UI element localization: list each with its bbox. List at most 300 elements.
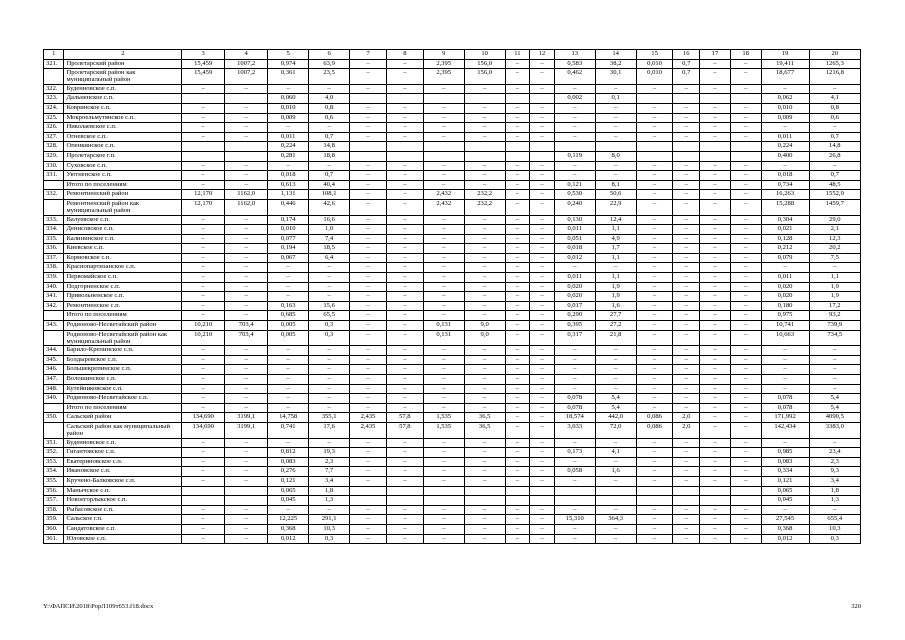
table-row [44, 123, 861, 133]
value-cell: – [268, 438, 309, 448]
value-cell: 2,395 [423, 69, 464, 85]
value-cell: 0,018 [761, 171, 809, 181]
value-cell: 4,0 [309, 94, 350, 104]
value-cell: – [730, 515, 761, 525]
value-cell: – [464, 263, 505, 273]
value-cell: – [505, 190, 530, 200]
value-cell: – [182, 113, 225, 123]
value-cell: 57,8 [386, 413, 423, 423]
municipality-name-cell: Волошинское с.п. [64, 375, 182, 385]
value-cell: 0,078 [554, 394, 595, 404]
value-cell [464, 486, 505, 496]
table-row [44, 438, 861, 448]
value-cell: – [636, 244, 673, 254]
value-cell: – [350, 253, 387, 263]
value-cell [225, 486, 268, 496]
value-cell: – [268, 282, 309, 292]
value-cell: – [182, 384, 225, 394]
value-cell: – [530, 301, 555, 311]
value-cell: – [386, 69, 423, 85]
table-row [44, 515, 861, 525]
value-cell: 9,0 [464, 321, 505, 331]
value-cell: – [636, 282, 673, 292]
value-cell: – [464, 524, 505, 534]
value-cell: – [423, 84, 464, 94]
value-cell: – [386, 234, 423, 244]
value-cell: – [505, 505, 530, 515]
value-cell: – [530, 457, 555, 467]
value-cell: 0,010 [268, 225, 309, 235]
value-cell: 0,009 [268, 113, 309, 123]
column-number-cell: 7 [350, 50, 387, 60]
value-cell [595, 496, 636, 506]
value-cell [730, 94, 761, 104]
value-cell: – [386, 365, 423, 375]
municipality-name-cell: Сандатовское с.п. [64, 524, 182, 534]
table-row [44, 263, 861, 273]
value-cell [386, 486, 423, 496]
value-cell: – [530, 171, 555, 181]
value-cell: – [505, 171, 530, 181]
value-cell: 0,128 [761, 234, 809, 244]
value-cell: – [386, 534, 423, 544]
table-row [44, 199, 861, 215]
value-cell: – [595, 375, 636, 385]
value-cell: 0,7 [673, 69, 700, 85]
value-cell: 1,9 [595, 282, 636, 292]
value-cell: – [505, 524, 530, 534]
value-cell: – [530, 123, 555, 133]
value-cell: – [530, 355, 555, 365]
value-cell: – [268, 161, 309, 171]
value-cell: 15,459 [182, 69, 225, 85]
value-cell [554, 496, 595, 506]
value-cell: – [423, 457, 464, 467]
value-cell: – [761, 123, 809, 133]
value-cell: 0,017 [554, 301, 595, 311]
value-cell: 23,4 [809, 448, 860, 458]
value-cell: – [700, 59, 731, 69]
value-cell: 15,6 [309, 301, 350, 311]
value-cell: – [730, 330, 761, 346]
value-cell: – [530, 273, 555, 283]
municipality-name-cell: Родионово-Несветайский район [64, 321, 182, 331]
value-cell: 5,4 [809, 403, 860, 413]
value-cell: – [530, 263, 555, 273]
value-cell: – [700, 132, 731, 142]
value-cell: – [386, 321, 423, 331]
value-cell: – [505, 132, 530, 142]
table-row [44, 375, 861, 385]
value-cell: – [761, 365, 809, 375]
value-cell: 1007,2 [225, 69, 268, 85]
value-cell: – [636, 199, 673, 215]
value-cell: – [505, 476, 530, 486]
value-cell: – [182, 524, 225, 534]
row-number-cell: 338. [44, 263, 64, 273]
value-cell: – [673, 346, 700, 356]
value-cell: – [673, 263, 700, 273]
value-cell: – [386, 132, 423, 142]
value-cell: – [350, 301, 387, 311]
value-cell: – [595, 132, 636, 142]
table-row [44, 311, 861, 321]
municipality-name-cell: Киевское с.п. [64, 244, 182, 254]
value-cell: 734,5 [809, 330, 860, 346]
value-cell: – [268, 365, 309, 375]
column-number-cell: 14 [595, 50, 636, 60]
value-cell: – [423, 180, 464, 190]
value-cell: – [423, 394, 464, 404]
value-cell: 40,4 [309, 180, 350, 190]
municipality-name-cell: Первомайское с.п. [64, 273, 182, 283]
value-cell: – [423, 103, 464, 113]
value-cell: – [530, 438, 555, 448]
value-cell: 142,434 [761, 422, 809, 438]
value-cell: 0,240 [554, 199, 595, 215]
value-cell [464, 151, 505, 161]
value-cell [225, 496, 268, 506]
value-cell: – [730, 161, 761, 171]
value-cell: – [730, 225, 761, 235]
municipality-name-cell: Ремонтненский район как муниципальный район [64, 199, 182, 215]
value-cell: – [636, 171, 673, 181]
value-cell: – [595, 346, 636, 356]
value-cell: – [464, 132, 505, 142]
column-number-cell: 1 [44, 50, 64, 60]
value-cell: – [423, 311, 464, 321]
value-cell: – [673, 384, 700, 394]
value-cell: – [700, 413, 731, 423]
value-cell: – [700, 524, 731, 534]
value-cell: – [423, 292, 464, 302]
table-row [44, 282, 861, 292]
value-cell: – [182, 234, 225, 244]
municipality-name-cell: Ремонтненское с.п. [64, 301, 182, 311]
value-cell: 10,663 [761, 330, 809, 346]
value-cell [350, 496, 387, 506]
value-cell: 0,121 [268, 476, 309, 486]
value-cell: – [464, 346, 505, 356]
value-cell: – [809, 84, 860, 94]
value-cell: – [423, 253, 464, 263]
municipality-name-cell: Болдыревское с.п. [64, 355, 182, 365]
value-cell: – [595, 534, 636, 544]
value-cell: – [386, 199, 423, 215]
value-cell: – [530, 321, 555, 331]
value-cell: – [423, 448, 464, 458]
value-cell: – [636, 346, 673, 356]
value-cell: – [505, 534, 530, 544]
value-cell: – [730, 457, 761, 467]
value-cell: – [182, 132, 225, 142]
value-cell: – [554, 132, 595, 142]
value-cell: 1,1 [595, 273, 636, 283]
value-cell: 18,574 [554, 413, 595, 423]
value-cell: – [350, 69, 387, 85]
municipality-name-cell: Огневское с.п. [64, 132, 182, 142]
municipality-name-cell: Краснопартизанское с.п. [64, 263, 182, 273]
municipality-name-cell: Привольненское с.п. [64, 292, 182, 302]
value-cell: – [530, 375, 555, 385]
value-cell: 0,065 [761, 486, 809, 496]
value-cell: – [730, 199, 761, 215]
value-cell: – [761, 161, 809, 171]
value-cell: – [700, 321, 731, 331]
value-cell [182, 486, 225, 496]
value-cell: 0,011 [554, 273, 595, 283]
value-cell: – [464, 457, 505, 467]
value-cell: – [464, 515, 505, 525]
value-cell [350, 486, 387, 496]
value-cell [730, 496, 761, 506]
value-cell: – [636, 515, 673, 525]
table-row [44, 476, 861, 486]
value-cell: – [464, 403, 505, 413]
value-cell: – [636, 330, 673, 346]
value-cell: – [700, 534, 731, 544]
value-cell: – [464, 215, 505, 225]
value-cell: 8,0 [595, 151, 636, 161]
row-number-cell: 328. [44, 142, 64, 152]
value-cell: – [673, 534, 700, 544]
value-cell: – [530, 190, 555, 200]
value-cell: – [350, 215, 387, 225]
value-cell: – [505, 413, 530, 423]
value-cell: – [673, 180, 700, 190]
value-cell: – [309, 438, 350, 448]
value-cell: – [673, 190, 700, 200]
value-cell: – [268, 505, 309, 515]
value-cell [730, 142, 761, 152]
value-cell: 0,010 [761, 103, 809, 113]
table-row [44, 486, 861, 496]
value-cell: – [182, 365, 225, 375]
municipality-name-cell: Родионово-Несветайское с.п. [64, 394, 182, 404]
value-cell: – [673, 394, 700, 404]
value-cell: 0,163 [268, 301, 309, 311]
value-cell: – [423, 234, 464, 244]
value-cell: – [386, 505, 423, 515]
value-cell: – [595, 113, 636, 123]
municipality-name-cell: Кормовское с.п. [64, 253, 182, 263]
value-cell: – [673, 215, 700, 225]
value-cell: – [386, 180, 423, 190]
value-cell [423, 142, 464, 152]
value-cell: – [761, 263, 809, 273]
column-number-cell: 11 [505, 50, 530, 60]
column-number-cell: 19 [761, 50, 809, 60]
column-number-cell: 13 [554, 50, 595, 60]
value-cell: – [730, 171, 761, 181]
value-cell: 9,0 [464, 330, 505, 346]
value-cell: – [761, 375, 809, 385]
value-cell [423, 496, 464, 506]
value-cell [730, 486, 761, 496]
value-cell [554, 142, 595, 152]
value-cell: – [182, 84, 225, 94]
value-cell: – [505, 59, 530, 69]
row-number-cell [44, 403, 64, 413]
value-cell: – [182, 253, 225, 263]
value-cell: – [530, 403, 555, 413]
value-cell: – [423, 355, 464, 365]
municipality-name-cell: Валуевское с.п. [64, 215, 182, 225]
value-cell: 27,7 [595, 311, 636, 321]
value-cell: – [505, 253, 530, 263]
value-cell: – [554, 113, 595, 123]
value-cell: 3199,1 [225, 413, 268, 423]
value-cell: – [225, 244, 268, 254]
value-cell: – [700, 355, 731, 365]
value-cell: – [423, 375, 464, 385]
value-cell: – [182, 448, 225, 458]
table-row [44, 234, 861, 244]
value-cell: 0,077 [268, 234, 309, 244]
value-cell: – [309, 282, 350, 292]
municipality-name-cell: Ковринское с.п. [64, 103, 182, 113]
value-cell: – [464, 505, 505, 515]
value-cell: 0,051 [554, 234, 595, 244]
row-number-cell: 351. [44, 438, 64, 448]
value-cell: – [700, 199, 731, 215]
value-cell: 0,6 [309, 113, 350, 123]
value-cell: – [530, 59, 555, 69]
value-cell: 0,012 [554, 253, 595, 263]
value-cell: 17,6 [309, 422, 350, 438]
value-cell: – [505, 84, 530, 94]
table-row [44, 534, 861, 544]
value-cell: – [182, 355, 225, 365]
value-cell: – [423, 273, 464, 283]
value-cell: 0,446 [268, 199, 309, 215]
value-cell: – [225, 123, 268, 133]
value-cell: 0,7 [309, 132, 350, 142]
municipality-name-cell: Кручено-Балковское с.п. [64, 476, 182, 486]
value-cell: 7,7 [309, 467, 350, 477]
value-cell: – [636, 84, 673, 94]
value-cell: – [636, 448, 673, 458]
value-cell: – [268, 346, 309, 356]
value-cell: 0,583 [554, 59, 595, 69]
value-cell: – [673, 505, 700, 515]
row-number-cell [44, 180, 64, 190]
value-cell: – [530, 225, 555, 235]
value-cell: 0,011 [554, 225, 595, 235]
municipality-name-cell: Итого по поселениям [64, 403, 182, 413]
value-cell: – [595, 438, 636, 448]
value-cell: 63,9 [309, 59, 350, 69]
value-cell: – [700, 515, 731, 525]
value-cell: 57,8 [386, 422, 423, 438]
value-cell: – [530, 292, 555, 302]
value-cell [423, 151, 464, 161]
table-row [44, 394, 861, 404]
value-cell: 703,4 [225, 321, 268, 331]
row-number-cell: 350. [44, 413, 64, 423]
value-cell: – [350, 311, 387, 321]
value-cell: – [182, 123, 225, 133]
value-cell: – [530, 103, 555, 113]
value-cell: 232,2 [464, 199, 505, 215]
value-cell: – [268, 273, 309, 283]
value-cell: – [730, 84, 761, 94]
value-cell: – [636, 467, 673, 477]
value-cell: 19,3 [309, 448, 350, 458]
value-cell: 1,6 [595, 301, 636, 311]
value-cell: – [700, 113, 731, 123]
value-cell: 18,5 [309, 244, 350, 254]
value-cell: – [730, 190, 761, 200]
table-row [44, 496, 861, 506]
value-cell: – [530, 384, 555, 394]
value-cell: – [386, 103, 423, 113]
value-cell: – [636, 384, 673, 394]
value-cell: – [700, 282, 731, 292]
value-cell [673, 151, 700, 161]
value-cell: – [464, 301, 505, 311]
value-cell: 1,131 [268, 190, 309, 200]
value-cell: – [505, 103, 530, 113]
municipality-name-cell: Буденновское с.п. [64, 84, 182, 94]
value-cell: 0,131 [423, 321, 464, 331]
value-cell: – [350, 59, 387, 69]
value-cell: 0,741 [268, 422, 309, 438]
value-cell: 1,9 [809, 282, 860, 292]
municipality-name-cell: Итого по поселениям [64, 311, 182, 321]
row-number-cell [44, 311, 64, 321]
row-number-cell [44, 330, 64, 346]
value-cell: – [595, 263, 636, 273]
value-cell: 23,5 [309, 69, 350, 85]
value-cell: – [309, 346, 350, 356]
value-cell: – [530, 524, 555, 534]
value-cell: – [730, 534, 761, 544]
value-cell: – [809, 505, 860, 515]
value-cell: – [423, 225, 464, 235]
column-number-header-row [44, 50, 861, 60]
value-cell: – [595, 365, 636, 375]
value-cell: – [505, 467, 530, 477]
value-cell: – [423, 515, 464, 525]
value-cell: – [225, 301, 268, 311]
value-cell [530, 486, 555, 496]
value-cell: – [809, 375, 860, 385]
value-cell: 4,1 [809, 94, 860, 104]
value-cell: – [505, 161, 530, 171]
row-number-cell: 343. [44, 321, 64, 331]
value-cell: 36,5 [464, 413, 505, 423]
value-cell: – [730, 346, 761, 356]
row-number-cell: 330. [44, 161, 64, 171]
value-cell: 3199,1 [225, 422, 268, 438]
value-cell: – [350, 524, 387, 534]
value-cell: 65,5 [309, 311, 350, 321]
value-cell [464, 142, 505, 152]
value-cell: – [225, 180, 268, 190]
table-row [44, 171, 861, 181]
value-cell: – [554, 263, 595, 273]
value-cell: – [225, 225, 268, 235]
value-cell: 0,317 [554, 330, 595, 346]
value-cell: 1,8 [309, 486, 350, 496]
value-cell: – [595, 505, 636, 515]
value-cell: – [673, 448, 700, 458]
value-cell: – [268, 263, 309, 273]
value-cell: 7,4 [309, 234, 350, 244]
value-cell: – [554, 384, 595, 394]
value-cell: – [673, 438, 700, 448]
